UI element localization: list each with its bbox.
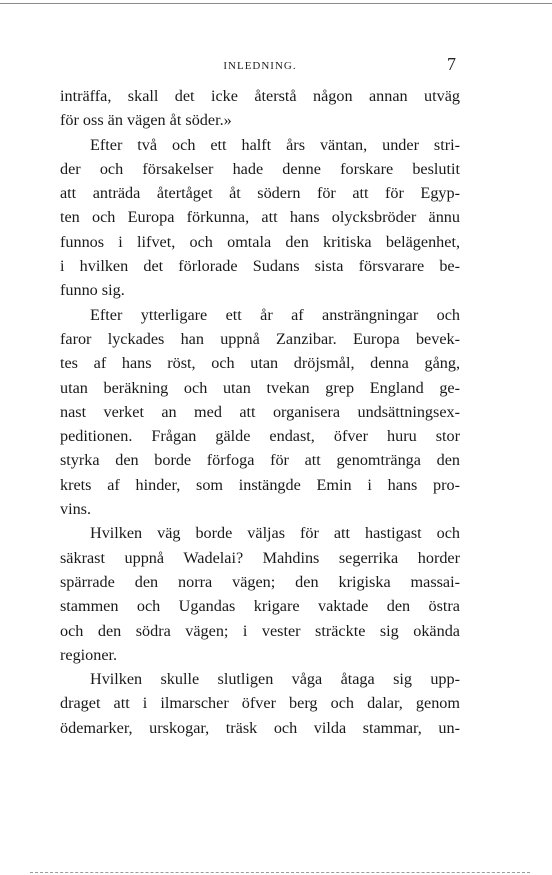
text-line: inträffa, skall det icke återstå någon annan utväg [60,87,460,105]
text-line: för oss än vägen åt söder.» [60,111,232,130]
text-line: vins. [60,500,92,519]
text-line: i hvilken det förlorade Sudans sista försvarare be- [60,257,460,276]
text-line: att anträda återtåget åt södern för att för Egyp- [60,184,460,203]
text-line: styrka den borde förfoga för att genomtränga den [60,451,460,470]
text-line: ten och Europa förkunna, att hans olycksbröder ännu [60,208,460,227]
running-head: INLEDNING. [223,60,297,72]
text-line: stammen och Ugandas krigare vaktade den östra [60,597,460,616]
book-page [60,50,460,740]
text-line: säkrast uppnå Wadelai? Mahdins segerrika horder [60,548,460,567]
text-line: utan beräkning och utan tvekan grep England ge- [60,378,460,397]
text-line: Efter två och ett halft års väntan, under stri- [90,135,460,154]
text-line: Hvilken skulle slutligen våga åtaga sig upp- [90,670,460,689]
bottom-edge-rule [30,872,530,873]
text-line: ödemarker, urskogar, träsk och vilda stammar, un- [60,718,460,737]
text-line: Hvilken väg borde väljas för att hastigast och [90,524,460,543]
text-line: faror lyckades han uppnå Zanzibar. Europa bevek- [60,329,460,348]
top-edge-rule [0,3,552,4]
text-line: funno sig. [60,281,125,300]
text-line: spärrade den norra vägen; den krigiska massai- [60,572,460,591]
text-line: der och försakelser hade denne forskare beslutit [60,159,460,178]
text-line: tes af hans röst, och utan dröjsmål, denna gång, [60,354,460,373]
text-line: peditionen. Frågan gälde endast, öfver huru stor [60,427,460,446]
body-text [60,84,460,740]
page-header [60,50,460,74]
text-line: nast verket an med att organisera undsättningsex- [60,402,460,421]
text-line: funnos i lifvet, och omtala den kritiska belägenhet, [60,232,460,251]
text-line: och den södra vägen; i vester sträckte sig okända [60,621,460,640]
text-line: krets af hinder, som instängde Emin i hans pro- [60,475,460,494]
text-line: draget att i ilmarscher öfver berg och dalar, genom [60,694,460,713]
text-line: Efter ytterligare ett år af ansträngningar och [90,305,460,324]
page-number: 7 [447,54,456,74]
text-line: regioner. [60,645,118,664]
